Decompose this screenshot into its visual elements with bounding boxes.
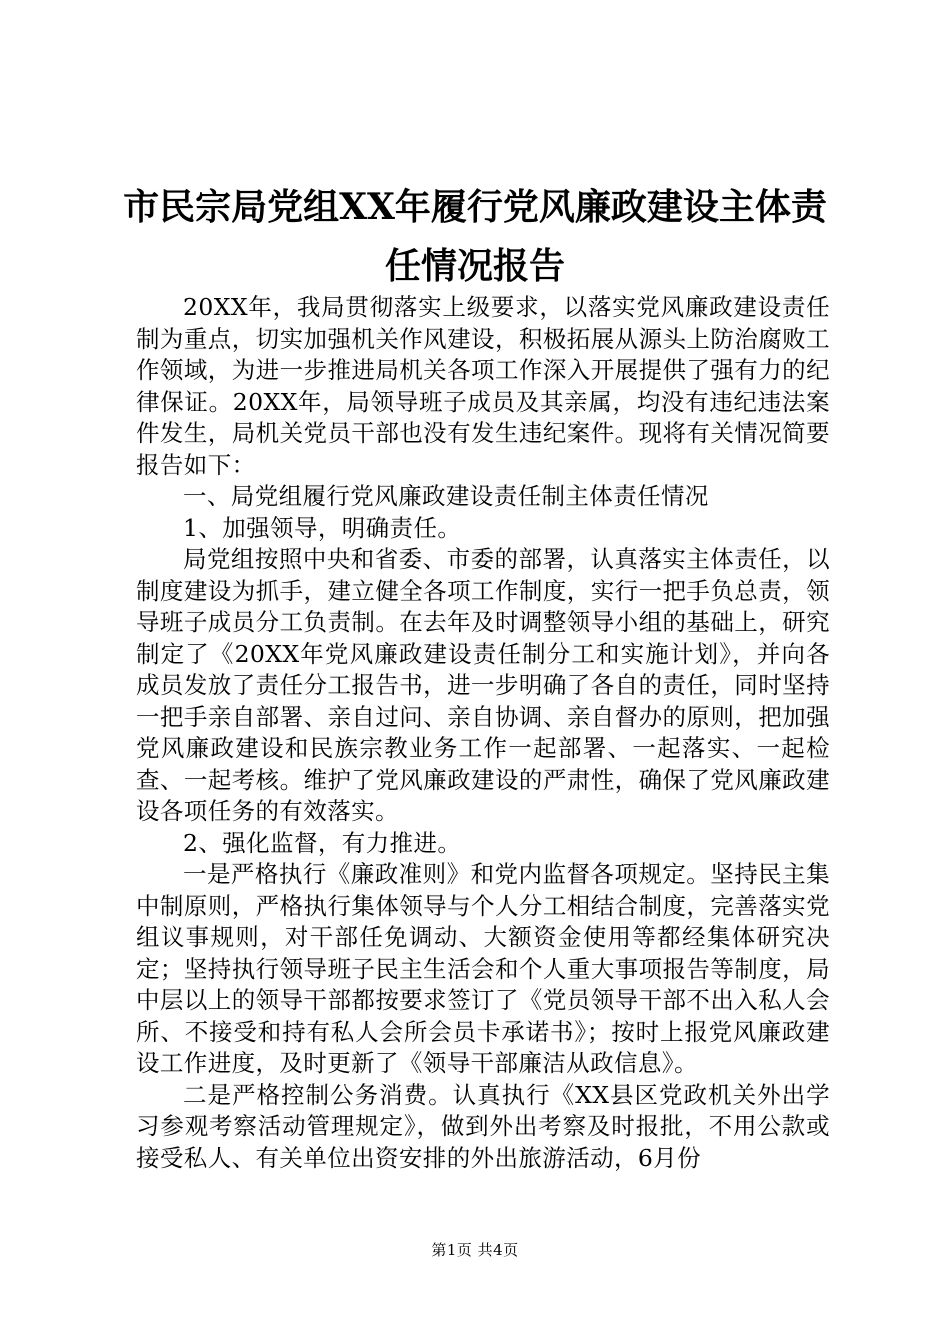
document-title-line-2: 任情况报告 <box>384 245 565 287</box>
paragraph-leadership: 局党组按照中央和省委、市委的部署，认真落实主体责任，以制度建设为抓手，建立健全各项工作制度，实行一把手负总责，领导班子成员分工负责制。在去年及时调整领导小组的基础上，研究制定了《20XX年党风廉政建设责任制分工和实施计划》，并向各成员发放了责任分工报告书，进一步明确了各自的责任，同时坚持一把手亲自部署、亲自过问、亲自协调、亲自督办的原则，把加强党风廉政建设和民族宗教业务工作一起部署、一起落实、一起检查、一起考核。维护了党风廉政建设的严肃性，确保了党风廉政建设各项任务的有效落实。 <box>136 545 830 825</box>
paragraph-supervision: 一是严格执行《廉政准则》和党内监督各项规定。坚持民主集中制原则，严格执行集体领导与个人分工相结合制度，完善落实党组议事规则，对干部任免调动、大额资金使用等都经集体研究决定；坚持执行领导班子民主生活会和个人重大事项报告等制度，局中层以上的领导干部都按要求签订了《党员领导干部不出入私人会所、不接受和持有私人会所会员卡承诺书》；按时上报党风廉政建设工作进度，及时更新了《领导干部廉洁从政信息》。 <box>136 860 830 1077</box>
page-footer: 第1页 共4页 <box>431 1241 519 1259</box>
section-heading: 一、局党组履行党风廉政建设责任制主体责任情况 <box>183 482 709 510</box>
paragraph-consumption: 二是严格控制公务消费。认真执行《XX县区党政机关外出学习参观考察活动管理规定》，做到外出考察及时报批，不用公款或接受私人、有关单位出资安排的外出旅游活动，6月份 <box>136 1080 830 1172</box>
document-title-line-1: 市民宗局党组XX年履行党风廉政建设主体责 <box>123 186 827 228</box>
paragraph-intro: 20XX年，我局贯彻落实上级要求，以落实党风廉政建设责任制为重点，切实加强机关作风建设，积极拓展从源头上防治腐败工作领域，为进一步推进局机关各项工作深入开展提供了强有力的纪律保证。20XX年，局领导班子成员及其亲属，均没有违纪违法案件发生，局机关党员干部也没有发生违纪案件。现将有关情况简要报告如下： <box>136 293 830 479</box>
subheading-1: 1、加强领导，明确责任。 <box>183 513 462 542</box>
subheading-2: 2、强化监督，有力推进。 <box>183 828 462 857</box>
document-body <box>136 292 830 1174</box>
